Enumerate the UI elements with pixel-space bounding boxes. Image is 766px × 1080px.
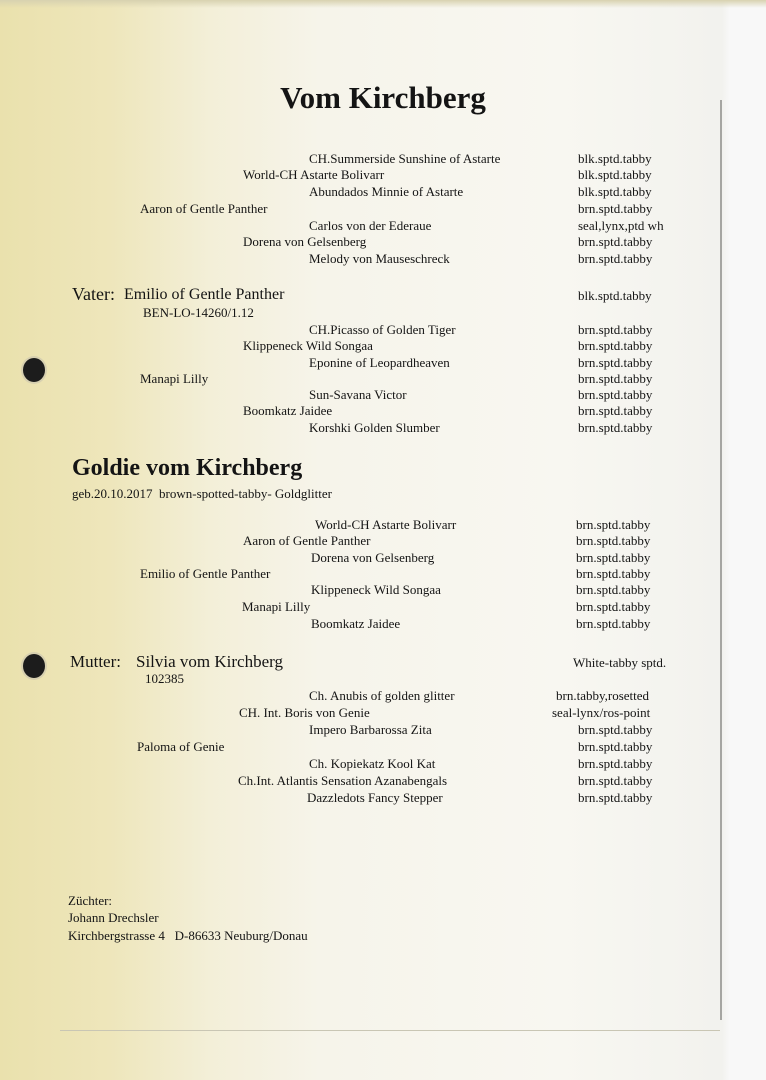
vater-label: Vater: [72,284,115,304]
ancestor-name: Boomkatz Jaidee [243,403,333,418]
ancestor-name: CH.Picasso of Golden Tiger [309,322,456,337]
ancestor-name: Sun-Savana Victor [309,387,407,402]
ancestor-color: brn.sptd.tabby [578,201,653,216]
ancestor-color: brn.sptd.tabby [576,517,651,532]
ancestor-name: Dorena von Gelsenberg [243,234,367,249]
ancestor-color: brn.sptd.tabby [578,756,653,771]
page-edge [720,100,722,1020]
punch-hole-bottom [23,654,45,678]
vater-registration: BEN-LO-14260/1.12 [143,305,254,320]
ancestor-color: brn.sptd.tabby [576,582,651,597]
breeder-label: Züchter: [68,893,113,908]
ancestor-name: CH.Summerside Sunshine of Astarte [309,151,501,166]
vater-name: Emilio of Gentle Panther [124,286,285,303]
ancestor-name: Aaron of Gentle Panther [140,201,268,216]
ancestor-name: Abundados Minnie of Astarte [309,184,464,199]
ancestor-color: blk.sptd.tabby [578,151,652,166]
ancestor-name: World-CH Astarte Bolivarr [243,167,385,182]
ancestor-color: blk.sptd.tabby [578,167,652,182]
ancestor-color: brn.sptd.tabby [576,566,651,581]
ancestor-color: brn.sptd.tabby [578,322,653,337]
ancestor-name: Ch. Kopiekatz Kool Kat [309,756,436,771]
ancestor-color: brn.sptd.tabby [578,773,653,788]
ancestor-color: brn.sptd.tabby [578,387,653,402]
ancestor-name: Melody von Mauseschreck [309,251,450,266]
ancestor-color: brn.sptd.tabby [578,371,653,386]
mutter-label: Mutter: [70,652,121,671]
ancestor-color: brn.sptd.tabby [576,616,651,631]
ancestor-name: Manapi Lilly [242,599,311,614]
ancestor-name: Klippeneck Wild Songaa [243,338,373,353]
ancestor-color: brn.sptd.tabby [576,550,651,565]
ancestor-name: Korshki Golden Slumber [309,420,440,435]
ancestor-color: brn.sptd.tabby [578,739,653,754]
page-shadow [0,0,766,8]
ancestor-name: Boomkatz Jaidee [311,616,401,631]
ancestor-color: brn.sptd.tabby [578,251,653,266]
breeder-address: Kirchbergstrasse 4 D-86633 Neuburg/Donau [68,928,308,943]
ancestor-name: World-CH Astarte Bolivarr [315,517,457,532]
ancestor-color: blk.sptd.tabby [578,184,652,199]
ancestor-color: brn.sptd.tabby [576,599,651,614]
ancestor-color: brn.tabby,rosetted [556,688,650,703]
ancestor-color: brn.sptd.tabby [576,533,651,548]
mutter-name: Silvia vom Kirchberg [136,652,283,671]
ancestor-name: Klippeneck Wild Songaa [311,582,441,597]
ancestor-color: seal-lynx/ros-point [552,705,651,720]
vater-color: blk.sptd.tabby [578,288,652,303]
ancestor-name: Paloma of Genie [137,739,225,754]
ancestor-color: brn.sptd.tabby [578,403,653,418]
ancestor-name: Impero Barbarossa Zita [309,722,432,737]
punch-hole-top [23,358,45,382]
ancestor-name: Ch.Int. Atlantis Sensation Azanabengals [238,773,448,788]
ancestor-name: Manapi Lilly [140,371,209,386]
cat-name: Goldie vom Kirchberg [72,455,303,481]
ancestor-name: Eponine of Leopardheaven [309,355,450,370]
ancestor-name: Aaron of Gentle Panther [243,533,371,548]
mutter-color: White-tabby sptd. [573,655,667,670]
breeder-name: Johann Drechsler [68,910,159,925]
ancestor-color: brn.sptd.tabby [578,338,653,353]
ancestor-color: brn.sptd.tabby [578,355,653,370]
ancestor-name: Carlos von der Ederaue [309,218,432,233]
ancestor-color: brn.sptd.tabby [578,790,653,805]
ancestor-name: Dazzledots Fancy Stepper [307,790,443,805]
ancestor-name: CH. Int. Boris von Genie [239,705,370,720]
page-title: Vom Kirchberg [280,80,486,115]
page-edge-bottom [60,1030,720,1031]
ancestor-color: brn.sptd.tabby [578,234,653,249]
ancestor-name: Emilio of Gentle Panther [140,566,271,581]
cat-details: geb.20.10.2017 brown-spotted-tabby- Goldglitter [72,486,332,501]
ancestor-color: brn.sptd.tabby [578,722,653,737]
ancestor-color: seal,lynx,ptd wh [578,218,664,233]
ancestor-name: Ch. Anubis of golden glitter [309,688,455,703]
mutter-registration: 102385 [145,671,184,686]
ancestor-color: brn.sptd.tabby [578,420,653,435]
ancestor-name: Dorena von Gelsenberg [311,550,435,565]
